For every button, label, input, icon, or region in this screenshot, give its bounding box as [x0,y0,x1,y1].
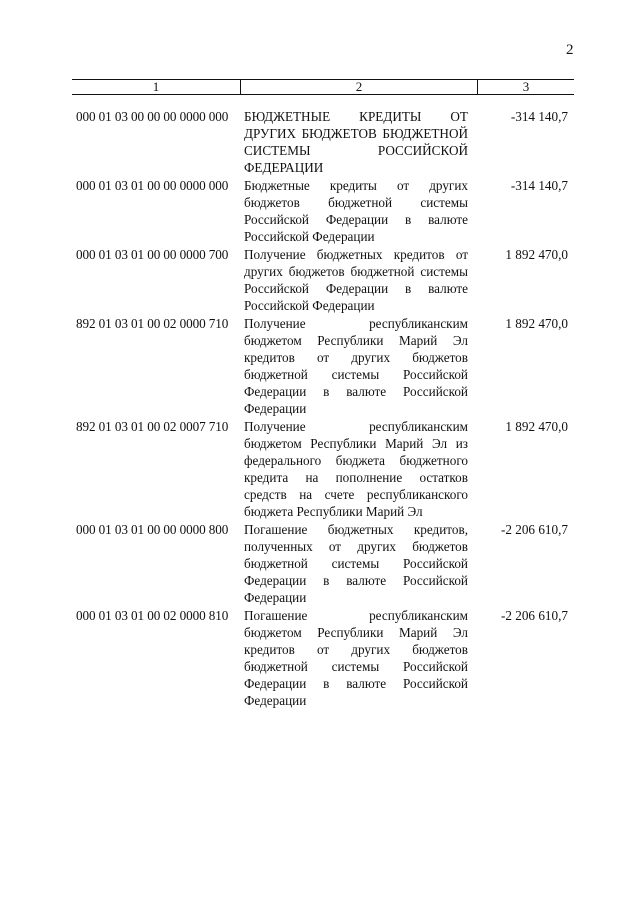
table-row [76,246,568,314]
row-amount: -2 206 610,7 [500,608,568,623]
page-number: 2 [566,42,574,58]
header-col-2: 2 [241,80,478,94]
row-description: БЮДЖЕТНЫЕ КРЕДИТЫ ОТ ДРУГИХ БЮДЖЕТОВ БЮДЖЕТНОЙ СИСТЕМЫ РОССИЙСКОЙ ФЕДЕРАЦИИ [244,109,468,175]
row-amount: 1 892 470,0 [505,316,568,331]
table-row [76,607,568,709]
budget-code: 000 01 03 01 00 00 0000 800 [76,522,229,537]
table-row [76,418,568,520]
row-description: Получение бюджетных кредитов от других бюджетов бюджетной системы Российской Федерации в валюте Российской Федерации [244,247,468,313]
budget-code: 000 01 03 01 00 00 0000 000 [76,178,229,193]
row-amount: -314 140,7 [510,109,568,124]
row-description: Получение республиканским бюджетом Республики Марий Эл кредитов от других бюджетов бюджетной системы Российской Федерации в валюте Российской Федерации [244,316,468,416]
budget-code: 000 01 03 00 00 00 0000 000 [76,109,229,124]
row-description: Бюджетные кредиты от других бюджетов бюджетной системы Российской Федерации в валюте Российской Федерации [244,178,468,244]
table-row [76,177,568,245]
budget-code: 892 01 03 01 00 02 0007 710 [76,419,229,434]
row-description: Получение республиканским бюджетом Республики Марий Эл из федерального бюджета бюджетного кредита на пополнение остатков средств на счете республиканского бюджета Республики Марий Эл [244,419,468,519]
row-amount: -2 206 610,7 [500,522,568,537]
table-row [76,315,568,417]
table-header [72,79,574,95]
row-description: Погашение республиканским бюджетом Республики Марий Эл кредитов от других бюджетов бюджетной системы Российской Федерации в валюте Российской Федерации [244,608,468,708]
header-col-3: 3 [522,79,530,94]
table-row [76,521,568,606]
table-row [76,108,568,176]
header-col-1: 1 [72,80,241,94]
table-body [76,108,568,710]
budget-code: 000 01 03 01 00 00 0000 700 [76,247,229,262]
budget-code: 892 01 03 01 00 02 0000 710 [76,316,229,331]
row-description: Погашение бюджетных кредитов, полученных от других бюджетов бюджетной системы Российской Федерации в валюте Российской Федерации [244,522,468,605]
row-amount: 1 892 470,0 [505,419,568,434]
row-amount: 1 892 470,0 [505,247,568,262]
row-amount: -314 140,7 [510,178,568,193]
budget-code: 000 01 03 01 00 02 0000 810 [76,608,229,623]
